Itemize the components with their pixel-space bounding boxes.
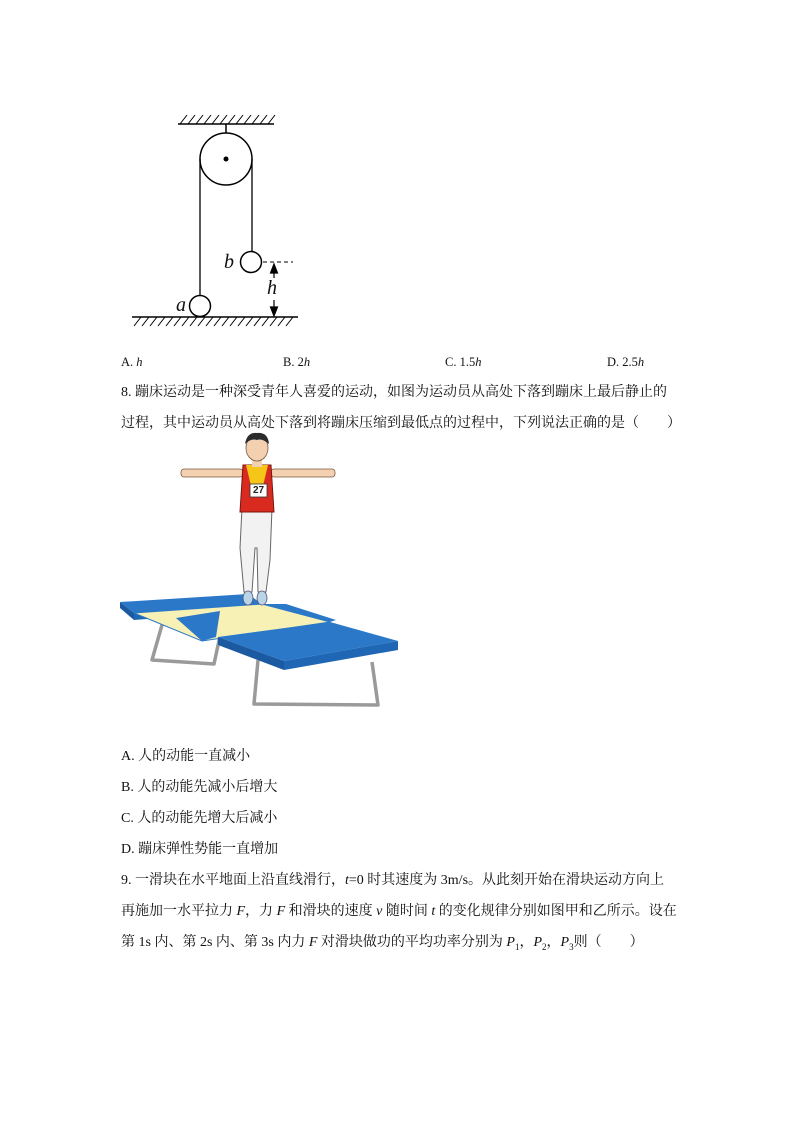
label-b: b	[224, 251, 234, 273]
q9-stem-line3: 第 1s 内、第 2s 内、第 3s 内力 F 对滑块做功的平均功率分别为 $P_1$，$P_2$，$P_3$则（ ）	[121, 935, 644, 952]
label-h: h	[267, 277, 277, 299]
bib-number: 27	[252, 485, 265, 496]
q9-stem-line1: 9. 一滑块在水平地面上沿直线滑行，t=0 时其速度为 3m/s。从此刻开始在滑块运动方向上	[121, 873, 665, 888]
athlete-icon	[181, 433, 335, 605]
q7-option-c[interactable]: C. 1.5h	[445, 355, 482, 369]
q7-option-d[interactable]: D. 2.5h	[607, 355, 645, 369]
q9-stem-line2: 再施加一水平拉力 F，力 F 和滑块的速度 v 随时间 t 的变化规律分别如图甲和乙所示。设在	[121, 904, 677, 919]
q8-option-c[interactable]: C. 人的动能先增大后减小	[121, 811, 278, 826]
q7-option-b[interactable]: B. 2h	[283, 355, 311, 369]
q8-option-d[interactable]: D. 蹦床弹性势能一直增加	[121, 842, 279, 857]
label-a: a	[176, 294, 186, 316]
q8-stem-line2: 过程，其中运动员从高处下落到将蹦床压缩到最低点的过程中，下列说法正确的是（ ）	[121, 416, 681, 431]
q8-option-b[interactable]: B. 人的动能先减小后增大	[121, 780, 278, 795]
q8-option-a[interactable]: A. 人的动能一直减小	[121, 749, 251, 764]
q8-stem-line1: 8. 蹦床运动是一种深受青年人喜爱的运动，如图为运动员从高处下落到蹦床上最后静止的	[121, 385, 667, 400]
q7-option-a[interactable]: A. h	[121, 355, 143, 369]
